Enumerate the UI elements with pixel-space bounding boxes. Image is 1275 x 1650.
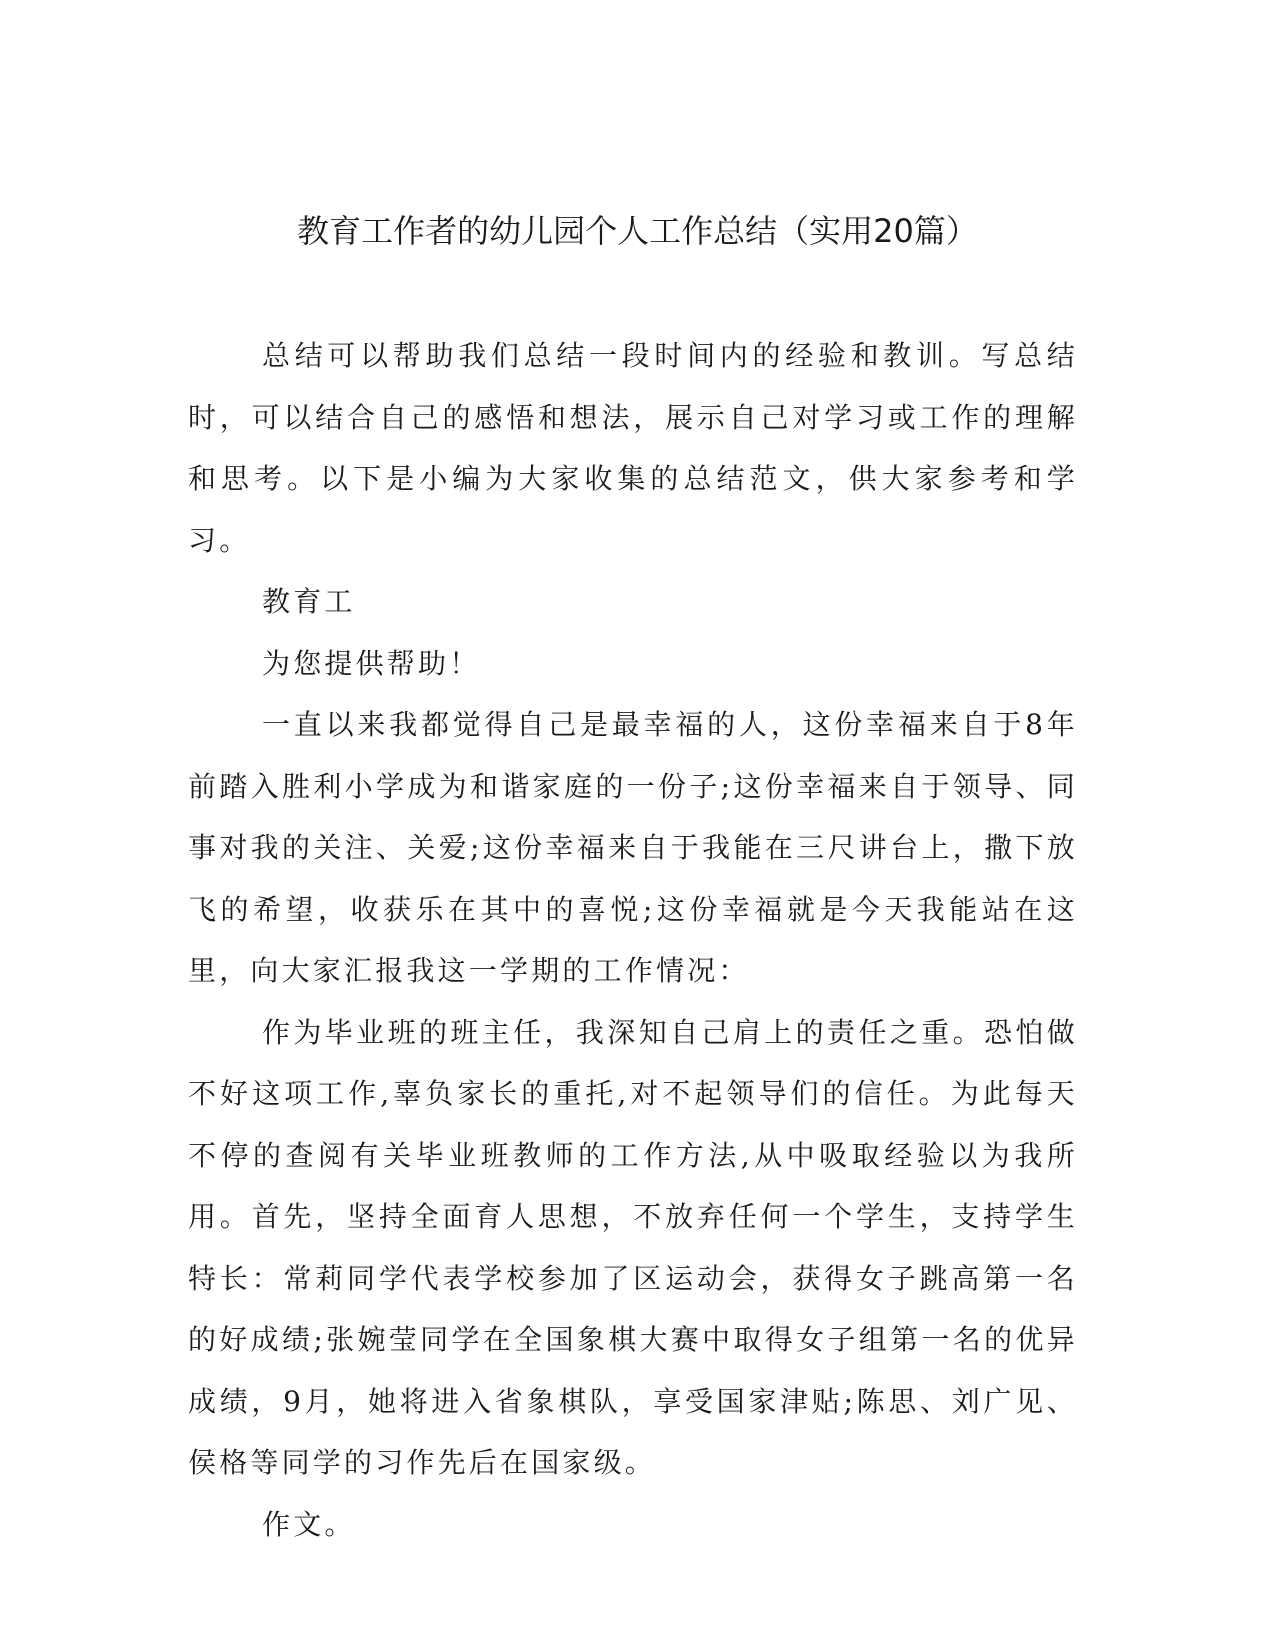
- paragraph-class-teacher: 作为毕业班的班主任，我深知自己肩上的责任之重。恐怕做不好这项工作,辜负家长的重托,对不起领导们的信任。为此每天不停的查阅有关毕业班教师的工作方法,从中吸取经验以为我所用。首先，坚持全面育人思想，不放弃任何一个学生，支持学生特长：常莉同学代表学校参加了区运动会，获得女子跳高第一名的好成绩;张婉莹同学在全国象棋大赛中取得女子组第一名的优异成绩，9月，她将进入省象棋队，享受国家津贴;陈思、刘广见、侯格等同学的习作先后在国家级。: [188, 1015, 1078, 1479]
- document-title: 教育工作者的幼儿园个人工作总结（实用20篇）: [297, 212, 978, 250]
- document-body: [188, 325, 1078, 1555]
- paragraph-intro: 总结可以帮助我们总结一段时间内的经验和教训。写总结时，可以结合自己的感悟和想法，展示自己对学习或工作的理解和思考。以下是小编为大家收集的总结范文，供大家参考和学习。: [188, 339, 1078, 557]
- paragraph-heading-fragment: 教育工: [262, 585, 356, 618]
- paragraph-help-note: 为您提供帮助！: [262, 646, 481, 680]
- paragraph-happiness: 一直以来我都觉得自己是最幸福的人，这份幸福来自于8年前踏入胜利小学成为和谐家庭的一份子;这份幸福来自于领导、同事对我的关注、关爱;这份幸福来自于我能在三尺讲台上，撒下放飞的希望，收获乐在其中的喜悦;这份幸福就是今天我能站在这里，向大家汇报我这一学期的工作情况：: [188, 708, 1078, 987]
- paragraph-composition: 作文。: [262, 1507, 356, 1541]
